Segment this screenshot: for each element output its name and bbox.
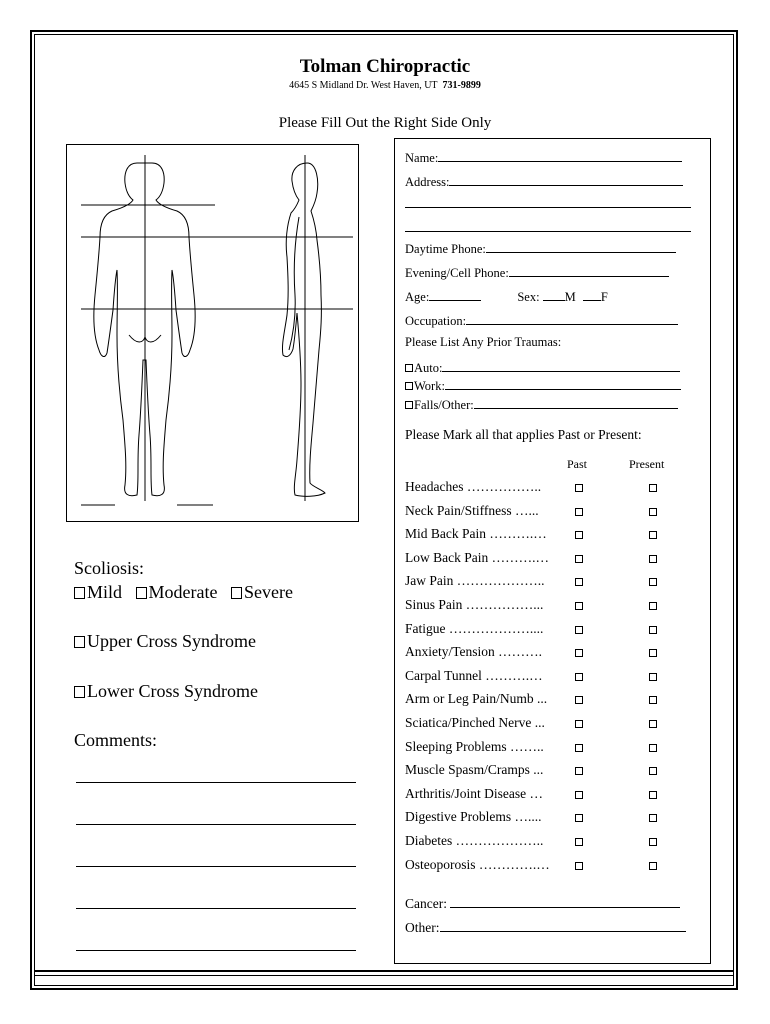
lower-cross-checkbox[interactable] (74, 686, 85, 698)
age-field[interactable] (429, 288, 481, 301)
clinic-phone: 731-9899 (442, 80, 481, 91)
past-checkbox[interactable] (575, 814, 583, 822)
past-checkbox[interactable] (575, 508, 583, 516)
past-checkbox[interactable] (575, 649, 583, 657)
past-checkbox[interactable] (575, 720, 583, 728)
condition-row: Arthritis/Joint Disease … (405, 786, 543, 801)
past-checkbox[interactable] (575, 673, 583, 681)
posture-figure (66, 144, 359, 522)
present-checkbox[interactable] (649, 555, 657, 563)
present-checkbox[interactable] (649, 814, 657, 822)
cancer-field[interactable] (450, 895, 680, 908)
falls-row: Falls/Other: (405, 396, 678, 413)
condition-row: Neck Pain/Stiffness …... (405, 503, 539, 518)
past-checkbox[interactable] (575, 602, 583, 610)
present-checkbox[interactable] (649, 673, 657, 681)
present-checkbox[interactable] (649, 508, 657, 516)
comment-line-3[interactable] (76, 866, 356, 867)
present-checkbox[interactable] (649, 626, 657, 634)
present-checkbox[interactable] (649, 531, 657, 539)
clinic-title: Tolman Chiropractic (299, 56, 471, 77)
condition-row: Digestive Problems ….... (405, 809, 542, 824)
occupation-field[interactable] (466, 312, 678, 325)
mild-checkbox[interactable] (74, 587, 85, 599)
cancer-row: Cancer: (405, 895, 680, 912)
comment-line-2[interactable] (76, 824, 356, 825)
comment-line-1[interactable] (76, 782, 356, 783)
past-checkbox[interactable] (575, 791, 583, 799)
past-checkbox[interactable] (575, 862, 583, 870)
past-checkbox[interactable] (575, 531, 583, 539)
name-field[interactable] (438, 149, 682, 162)
form-instruction: Please Fill Out the Right Side Only (278, 115, 492, 131)
name-row: Name: (405, 149, 682, 166)
side-view-body (282, 163, 325, 496)
condition-row: Fatigue ……………….... (405, 621, 544, 636)
past-checkbox[interactable] (575, 767, 583, 775)
daytime-phone-field[interactable] (486, 240, 676, 253)
condition-row: Arm or Leg Pain/Numb ... (405, 691, 548, 706)
address-line-3[interactable] (405, 231, 691, 232)
upper-cross-checkbox[interactable] (74, 636, 85, 648)
condition-row: Jaw Pain ……………….. (405, 573, 545, 588)
present-checkbox[interactable] (649, 767, 657, 775)
evening-phone-row: Evening/Cell Phone: (405, 264, 669, 281)
column-present: Present (629, 457, 665, 471)
address-row: Address: (405, 173, 683, 190)
evening-phone-field[interactable] (509, 264, 669, 277)
present-checkbox[interactable] (649, 649, 657, 657)
condition-row: Osteoporosis ………….… (405, 857, 550, 872)
condition-row: Sinus Pain ……………... (405, 597, 544, 612)
auto-checkbox[interactable] (405, 364, 413, 372)
auto-row: Auto: (405, 359, 680, 376)
present-checkbox[interactable] (649, 484, 657, 492)
present-checkbox[interactable] (649, 791, 657, 799)
present-checkbox[interactable] (649, 696, 657, 704)
present-checkbox[interactable] (649, 744, 657, 752)
condition-row: Mid Back Pain ……….… (405, 526, 547, 541)
condition-row: Sciatica/Pinched Nerve ... (405, 715, 545, 730)
scoliosis-options: Mild Moderate Severe (74, 582, 293, 603)
condition-row: Carpal Tunnel ……….… (405, 668, 543, 683)
past-checkbox[interactable] (575, 838, 583, 846)
present-checkbox[interactable] (649, 838, 657, 846)
condition-row: Muscle Spasm/Cramps ... (405, 762, 544, 777)
bottom-rule (34, 970, 734, 972)
upper-cross-row: Upper Cross Syndrome (74, 631, 256, 652)
auto-field[interactable] (442, 359, 680, 372)
severe-checkbox[interactable] (231, 587, 242, 599)
scoliosis-label: Scoliosis: (74, 558, 145, 578)
condition-row: Low Back Pain ……….… (405, 550, 549, 565)
past-checkbox[interactable] (575, 484, 583, 492)
work-checkbox[interactable] (405, 382, 413, 390)
daytime-phone-row: Daytime Phone: (405, 240, 676, 257)
present-checkbox[interactable] (649, 578, 657, 586)
past-checkbox[interactable] (575, 696, 583, 704)
column-past: Past (567, 457, 588, 471)
condition-row: Sleeping Problems …….. (405, 739, 544, 754)
occupation-row: Occupation: (405, 312, 678, 329)
falls-checkbox[interactable] (405, 401, 413, 409)
sex-male-field[interactable] (543, 288, 565, 301)
comment-line-5[interactable] (76, 950, 356, 951)
address-field[interactable] (449, 173, 683, 186)
mark-heading: Please Mark all that applies Past or Present: (405, 427, 642, 442)
bottom-rule-thin (34, 975, 734, 976)
traumas-heading: Please List Any Prior Traumas: (405, 335, 562, 349)
condition-row: Anxiety/Tension ………. (405, 644, 543, 659)
present-checkbox[interactable] (649, 720, 657, 728)
comments-label: Comments: (74, 730, 158, 750)
condition-row: Headaches …………….. (405, 479, 542, 494)
work-field[interactable] (445, 377, 681, 390)
present-checkbox[interactable] (649, 602, 657, 610)
falls-field[interactable] (474, 396, 678, 409)
other-field[interactable] (440, 919, 686, 932)
address-line-2[interactable] (405, 207, 691, 208)
work-row: Work: (405, 377, 681, 394)
other-row: Other: (405, 919, 686, 936)
moderate-checkbox[interactable] (136, 587, 147, 599)
comment-line-4[interactable] (76, 908, 356, 909)
past-checkbox[interactable] (575, 578, 583, 586)
lower-cross-row: Lower Cross Syndrome (74, 681, 258, 702)
patient-form (394, 138, 711, 964)
past-checkbox[interactable] (575, 555, 583, 563)
sex-female-field[interactable] (583, 288, 601, 301)
past-checkbox[interactable] (575, 744, 583, 752)
past-checkbox[interactable] (575, 626, 583, 634)
present-checkbox[interactable] (649, 862, 657, 870)
condition-row: Diabetes ……………….. (405, 833, 544, 848)
posture-diagram (67, 145, 360, 523)
clinic-address: 4645 S Midland Dr. West Haven, UT 731-9899 (289, 80, 481, 91)
age-sex-row: Age: Sex: M F (405, 290, 608, 304)
